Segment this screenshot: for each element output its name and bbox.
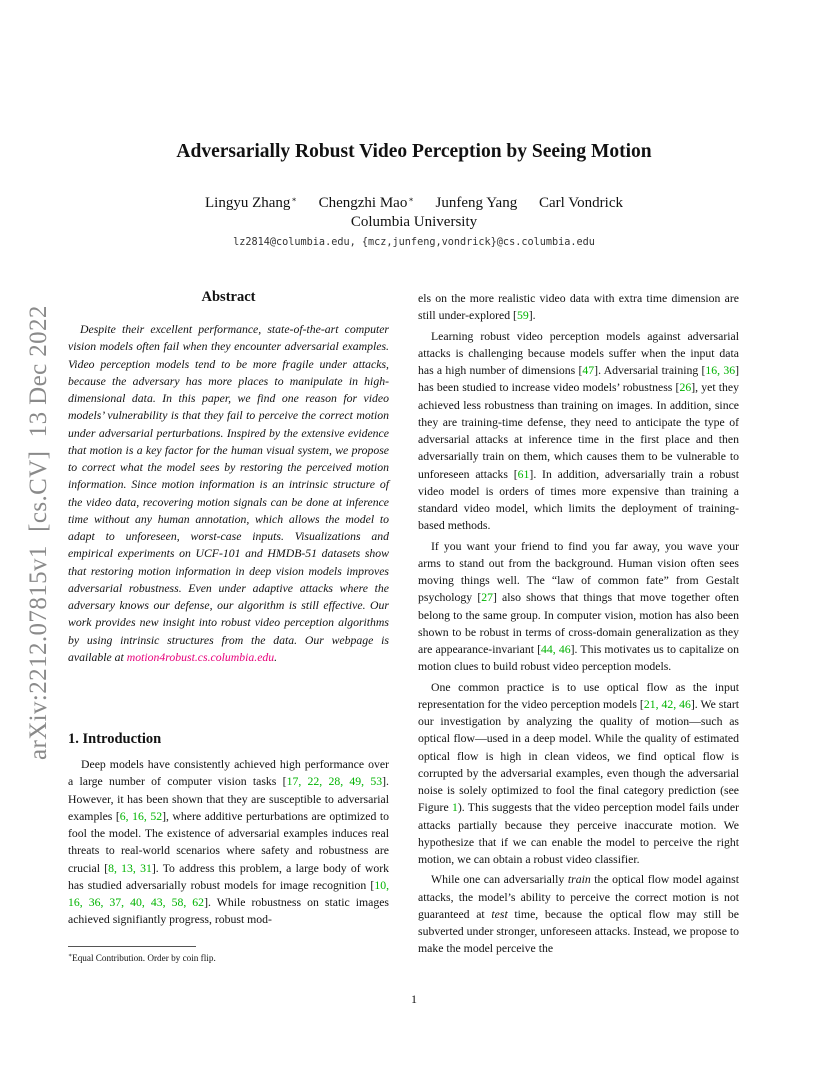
author-emails: lz2814@columbia.edu, {mcz,junfeng,vondrick}@cs.columbia.edu (233, 237, 595, 248)
figure-reference[interactable]: 1 (451, 801, 458, 815)
citation[interactable]: 61 (517, 467, 530, 481)
citation[interactable]: 8, 13, 31 (108, 861, 152, 875)
introduction-left-column (68, 756, 389, 929)
citation[interactable]: 10, 16, 36, 37, 40, 43, 58, 62 (68, 878, 389, 909)
citation[interactable]: 47 (582, 364, 595, 377)
arxiv-stamp-text: arXiv:2212.07815v1 [cs.CV] 13 Dec 2022 (25, 305, 52, 760)
citation[interactable]: 27 (481, 591, 493, 605)
citation[interactable]: 44, 46 (541, 643, 571, 656)
author: Lingyu Zhang∗ (205, 195, 297, 211)
author: Junfeng Yang (435, 195, 518, 211)
paragraph: While one can adversarially train the optical flow model against attacks, the model’s ability to perceive the correct motion is not guaranteed at test time, because the optical flow may still be subverted under stronger, unforeseen attacks. Instead, we propose to make the model perceive the (418, 873, 739, 956)
citation[interactable]: 21, 42, 46 (643, 697, 691, 711)
author: Carl Vondrick (538, 195, 623, 211)
abstract-body: Despite their excellent performance, state-of-the-art computer vision models often fail when they encounter adversarial examples. Video perception models tend to be more fragile under attacks, because the adversary has more places to manipulate in high-dimensional data. In this paper, we find one reason for video models’ vulnerability is that they fail to perceive the correct motion under adversarial perturbations. Inspired by the extensive evidence that motion is a key factor for the human visual system, we propose to correct what the model sees by restoring the perceived motion information. Since motion information is an intrinsic structure of the video data, recovering motion signals can be done at inference time without any human annotation, which allows the model to adapt to unforeseen, worst-case inputs. Visualizations and empirical experiments on UCF-101 and HMDB-51 datasets show that restoring motion information in deep vision models improves adversarial robustness. Even under adaptive attacks where the adversary knows our defense, our algorithm is still effective. Our work provides new insight into robust video perception algorithms by using intrinsic structures from the data. Our webpage is available at motion4robust.cs.columbia.edu. (68, 323, 389, 664)
paragraph: If you want your friend to find you far away, you wave your arms to stand out from the background. Human vision often sees moving things well. The “law of common fate” from Gestalt psychology [27] also shows that things that move together often belong to the same group. In computer vision, motion has also been shown to be robust in terms of cross-domain generalization as they are appearance-invariant [44, 46]. This motivates us to capitalize on motion clues to build robust video perception models. (418, 539, 740, 674)
paragraph: els on the more realistic video data with extra time dimension are still under-explored [59]. (418, 292, 739, 323)
section-heading-introduction: 1. Introduction (68, 731, 162, 747)
citation[interactable]: 59 (516, 309, 529, 323)
paragraph: Learning robust video perception models against adversarial attacks is challenging because models suffer when the input data has a high number of dimensions [47]. Adversarial training [16, 36] has been studied to increase video models’ robustness [26], yet they achieved less robustness than training on images. In addition, since they are training-time defense, they need to anticipate the type of adversarial attacks at inference time in the first place and then adversarially train on them, which causes them to be vulnerable to unforeseen attacks [61]. In addition, adversarially train a robust video model is orders of times more expensive than training a standard video model, which limits the deployment of training-based methods. (418, 329, 740, 533)
abstract-heading: Abstract (201, 289, 256, 305)
paragraph: One common practice is to use optical flow as the input representation for the video perception models [21, 42, 46]. We start our investigation by analyzing the quality of motion—such as optical flow—used in a deep model. While the quality of estimated optical flow is high in clean videos, we find optical flow is corrupted by the adversarial examples, even though the adversarial noise is solely optimized to fool the final category prediction (see Figure 1). This suggests that the video perception model fails under attacks partially because they perceive inaccurate motion. We hypothesize that if we can enable the model to perceive the right motion, we can obtain a robust video classifier. (418, 680, 740, 866)
paragraph: Deep models have consistently achieved high performance over a large number of computer vision tasks [17, 22, 28, 49, 53]. However, it has been shown that they are susceptible to adversarial examples [6, 16, 52], where additive perturbations are optimized to fool the model. The existence of adversarial examples induces real threats to real-world scenarios where safety and robustness are crucial [8, 13, 31]. To address this problem, a large body of work has studied adversarially robust models for image recognition [10, 16, 36, 37, 40, 43, 58, 62]. While robustness on static images achieved signifiantly progress, robust mod- (68, 758, 390, 927)
footnote-rule (68, 946, 196, 947)
page-number: 1 (411, 992, 417, 1006)
citation[interactable]: 26 (679, 381, 692, 395)
citation[interactable]: 16, 36 (705, 364, 736, 377)
right-column (418, 290, 739, 958)
arxiv-stamp (4, 292, 64, 762)
author-list (0, 195, 828, 212)
footnote: ∗Equal Contribution. Order by coin flip. (68, 953, 216, 963)
citation[interactable]: 17, 22, 28, 49, 53 (286, 775, 383, 789)
citation[interactable]: 6, 16, 52 (119, 809, 163, 823)
paper-title: Adversarially Robust Video Perception by Seeing Motion (176, 141, 652, 162)
author: Chengzhi Mao∗ (318, 195, 414, 211)
affiliation: Columbia University (350, 214, 478, 230)
project-webpage-link[interactable]: motion4robust.cs.columbia.edu (126, 650, 275, 664)
